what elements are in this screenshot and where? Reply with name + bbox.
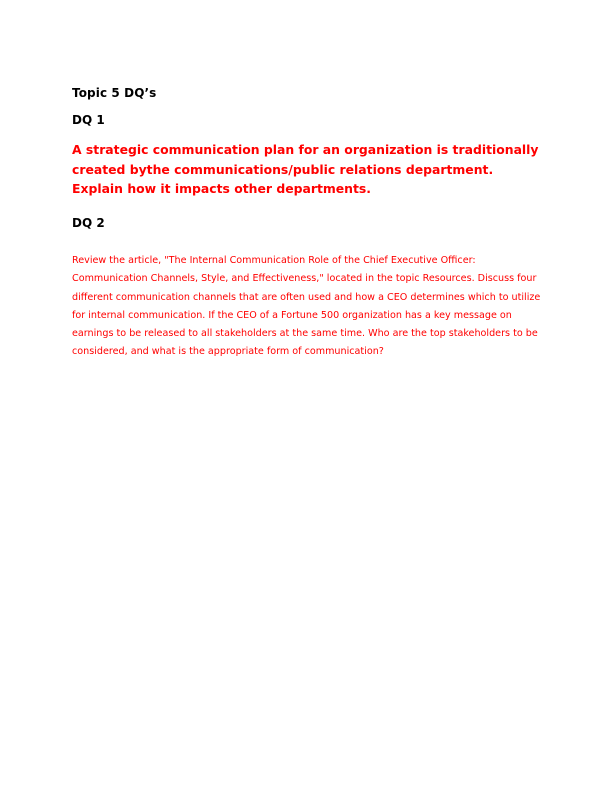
dq2-question-text: Review the article, "The Internal Communication Role of the Chief Executive Officer: Communication Channels, Style, and Effectiveness," located in the topic Resources. Discuss four different communication channels that are often used and how a CEO determines which to utilize for internal communication. If the CEO of a Fortune 500 organization has a key message on earnings to be released to all stakeholders at the same time. Who are the top stakeholders to be considered, and what is the appropriate form of communication? <box>72 255 541 358</box>
topic-title: Topic 5 DQ’s <box>72 86 157 100</box>
dq1-heading: DQ 1 <box>72 113 105 127</box>
dq2-heading: DQ 2 <box>72 216 105 230</box>
dq1-question-text: A strategic communication plan for an organization is traditionally created bythe communications/public relations department. Explain how it impacts other departments. <box>72 142 539 196</box>
